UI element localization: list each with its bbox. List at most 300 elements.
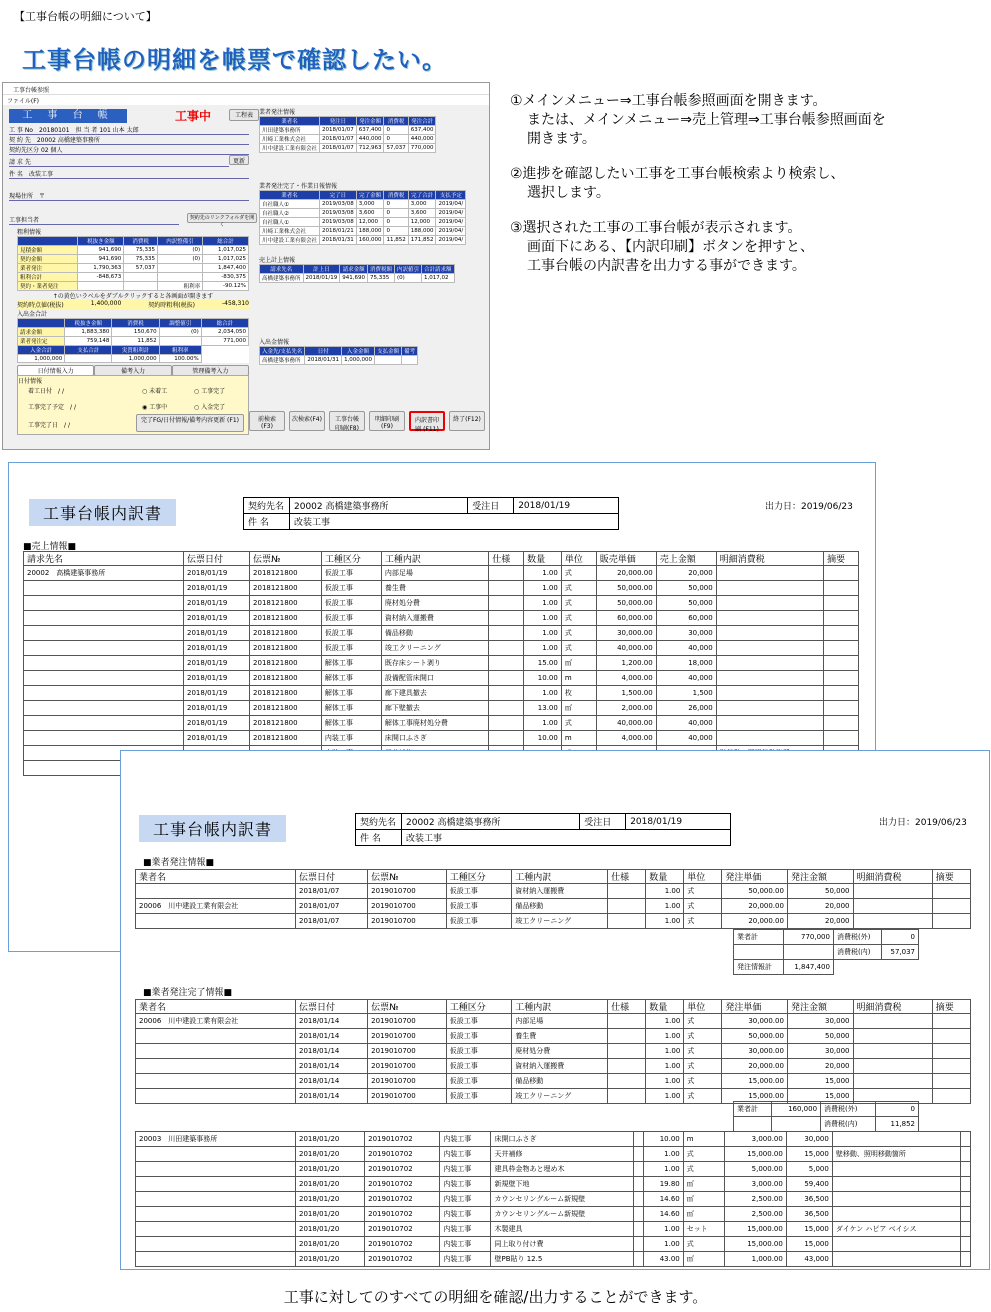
keiyaku-value: 20002 高橋建築事務所 (36, 137, 100, 144)
table-cell: 5,000 (786, 1162, 832, 1177)
arari-note: ↑の黄色いラベルをダブルクリックすると各画面が開きます (52, 293, 214, 300)
doc1-ken: 改装工事 (290, 514, 619, 530)
table-cell (832, 1177, 960, 1192)
table-cell (832, 1207, 960, 1222)
table-cell: 1.00 (644, 1147, 683, 1162)
table-cell (932, 1074, 970, 1089)
update-dates-button[interactable]: 完了FG/日付情報/備考内容更新 (F1) (136, 414, 244, 432)
column-header: 工種内訳 (381, 552, 488, 566)
table-cell: 2,500.00 (724, 1207, 786, 1222)
table-cell: 1,883,380 (65, 328, 112, 337)
table-cell: 1.00 (524, 686, 562, 701)
table-cell: 30,000 (786, 1132, 832, 1147)
function-button[interactable]: 次検索(F4) (289, 411, 325, 431)
date-value-1[interactable]: / / (58, 388, 64, 395)
table-cell: 50,000.00 (596, 581, 656, 596)
table-cell: 仮設工事 (321, 626, 381, 641)
table-cell: 50,000 (656, 596, 716, 611)
table-cell: 40,000 (656, 641, 716, 656)
table-cell (65, 355, 112, 363)
row-label: 見積金額 (18, 246, 78, 255)
table-cell (489, 596, 524, 611)
table-row[interactable] (260, 200, 466, 209)
table-cell: 1.00 (524, 626, 562, 641)
vendor-cell (136, 1207, 296, 1222)
table-cell: 30,000 (787, 1014, 853, 1029)
table-cell (634, 1222, 644, 1237)
ledger-header: 工 事 台 帳 (9, 109, 127, 123)
table-cell: 仮設工事 (446, 1044, 512, 1059)
table-cell (489, 731, 524, 746)
table-cell (824, 641, 859, 656)
column-header: 摘要 (932, 1000, 970, 1014)
table-cell: 0 (384, 218, 408, 227)
table-cell (824, 656, 859, 671)
table-cell: 20,000 (787, 1059, 853, 1074)
column-header: 合計請求額 (422, 265, 455, 274)
table-cell: 712,963 (356, 144, 384, 153)
genba-label: 現場住所 (9, 193, 34, 200)
table-cell: 2018/01/19 (184, 686, 250, 701)
column-header: 工種区分 (446, 1000, 512, 1014)
table-cell: 式 (684, 899, 722, 914)
table-row[interactable] (260, 126, 436, 135)
table-cell: 1,500 (656, 686, 716, 701)
table-cell: 2018/01/20 (296, 1192, 365, 1207)
table-row (136, 1222, 971, 1237)
vendor-cell (24, 626, 184, 641)
table-cell: ㎡ (561, 656, 596, 671)
done-soto-label: 消費税(外) (821, 1102, 876, 1117)
table-cell (716, 641, 823, 656)
table-row[interactable] (260, 274, 455, 283)
table-cell: 枚 (561, 686, 596, 701)
doc2-output-date: 出力日：2019/06/23 (879, 818, 967, 828)
date-label-1: 着工日付 (28, 388, 53, 395)
nyukin-label: 入出金合計 (17, 311, 48, 318)
table-cell: 1,017,02 (422, 274, 455, 283)
table-cell: 20,000 (787, 914, 853, 929)
table-row[interactable] (260, 356, 418, 365)
vendor-cell (136, 1147, 296, 1162)
table-cell: 2019010700 (368, 1059, 447, 1074)
table-cell (932, 1059, 970, 1074)
function-button[interactable]: 明細印刷 (F9) (369, 411, 405, 431)
field-tantosha: 工事担当者 (9, 215, 179, 225)
table-cell: 50,000 (656, 581, 716, 596)
table-cell (853, 1074, 932, 1089)
table-cell: 内部足場 (512, 1014, 608, 1029)
table-cell: 2018/01/14 (296, 1089, 368, 1104)
table-cell: 床開口ふさぎ (381, 731, 488, 746)
no-label: 工 事 No (9, 127, 33, 134)
table-cell: 1,000,000 (18, 355, 65, 363)
table-cell: 1.00 (524, 596, 562, 611)
table-cell: 資材納入運搬費 (512, 1059, 608, 1074)
table-cell: 備品移動 (381, 626, 488, 641)
table-cell: 50,000 (787, 1029, 853, 1044)
column-header: 売上金額 (656, 552, 716, 566)
table-cell (716, 701, 823, 716)
table-cell: 2018/01/19 (184, 641, 250, 656)
table-cell: 0 (384, 126, 408, 135)
vendor-cell (24, 596, 184, 611)
vendor-cell (136, 1192, 296, 1207)
r2-label: 契約時粗利(税抜) (148, 302, 195, 309)
status-label: 工事中 (175, 109, 212, 123)
table-cell: 仮設工事 (321, 596, 381, 611)
table-cell: 建具枠金物あと埋め木 (491, 1162, 634, 1177)
table-cell: 解体工事 (321, 686, 381, 701)
table-cell: 10.00 (524, 671, 562, 686)
date-value-2[interactable]: / / (70, 404, 76, 411)
done-gyosha-value: 160,000 (772, 1102, 821, 1117)
column-header: 数量 (646, 870, 684, 884)
arari-table (17, 236, 249, 291)
table-row (136, 1207, 971, 1222)
table-cell: 川田建築事務所 (260, 126, 320, 135)
table-cell (832, 1237, 960, 1252)
column-header: 完了合計 (408, 191, 436, 200)
column-header: 消費税 (384, 191, 408, 200)
table-cell (716, 581, 823, 596)
table-row (24, 731, 859, 746)
table-cell: 2019/04/ (436, 200, 466, 209)
table-cell (608, 1014, 646, 1029)
table-cell (716, 731, 823, 746)
table-cell: 30,000.00 (722, 1044, 788, 1059)
table-cell: 式 (561, 611, 596, 626)
table-cell: 2,500.00 (724, 1192, 786, 1207)
table-cell: 770,000 (408, 144, 436, 153)
table-row (18, 246, 249, 255)
table-cell: 2018/01/20 (296, 1177, 365, 1192)
vendor-cell (136, 1177, 296, 1192)
table-cell: 2018/01/21 (320, 227, 357, 236)
radio-nyukin[interactable]: ○ 入金完了 (194, 404, 226, 411)
row-label: 請求金額 (18, 328, 65, 337)
table-row (136, 914, 971, 929)
vendor-cell (136, 914, 296, 929)
table-row (18, 282, 249, 291)
table-cell: 941,690 (78, 255, 124, 264)
function-button[interactable]: 終了(F12) (449, 411, 485, 431)
table-cell: 廊下壁撤去 (381, 701, 488, 716)
table-cell: 50,000 (787, 884, 853, 899)
table-cell: 2018/01/14 (296, 1029, 368, 1044)
table-cell: 2018/01/14 (296, 1074, 368, 1089)
table-cell (489, 701, 524, 716)
table-cell: 171,852 (408, 236, 436, 245)
order-uchi-value: 57,037 (881, 945, 918, 960)
table-cell: 440,000 (408, 135, 436, 144)
table-cell: 式 (683, 1147, 724, 1162)
table-cell: 440,000 (356, 135, 384, 144)
table-cell: 2018/01/20 (296, 1132, 365, 1147)
payment-label: 入出金情報 (259, 339, 290, 346)
update-button[interactable]: 更新 (229, 155, 249, 165)
doc1-sales-table (23, 551, 859, 776)
radio-mitchakko[interactable]: ○ 未着工 (142, 388, 168, 395)
table-cell: 2019/04/ (436, 236, 466, 245)
link-folder-button[interactable]: 契約先のリンクフォルダを開く (187, 213, 257, 223)
table-cell: 3,600 (408, 209, 436, 218)
table-cell: 15.00 (524, 656, 562, 671)
function-button[interactable]: 内訳書印刷 (F11) (409, 411, 445, 431)
table-cell: 2018/01/20 (296, 1237, 365, 1252)
column-header: 業者名 (136, 870, 296, 884)
table-row (24, 626, 859, 641)
table-cell: 15,000 (786, 1237, 832, 1252)
table-row (24, 686, 859, 701)
instruction-3-line-1: ③選択された工事の工事台帳が表示されます。 (510, 220, 802, 236)
doc1-header-box (243, 497, 619, 530)
kenmei-label: 件 名 (9, 171, 23, 178)
table-cell: 自社職人① (260, 218, 320, 227)
payment-table (259, 346, 418, 365)
doc1-sales-section: ■売上情報■ (23, 542, 77, 552)
table-cell: 1,200.00 (596, 656, 656, 671)
table-cell: 10.00 (524, 731, 562, 746)
no-value: 20180101 (39, 127, 70, 134)
table-cell (608, 1089, 646, 1104)
column-header: 摘要 (932, 870, 970, 884)
r2-value: -458,310 (222, 300, 249, 307)
radio-kanryo[interactable]: ○ 工事完了 (194, 388, 226, 395)
table-row (136, 899, 971, 914)
table-cell: -848,673 (78, 273, 124, 282)
column-header: 摘要 (824, 552, 859, 566)
table-cell: 3,000 (408, 200, 436, 209)
column-header: 明細消費税 (716, 552, 823, 566)
table-header (260, 347, 418, 356)
table-cell: 式 (561, 566, 596, 581)
table-row[interactable] (260, 209, 466, 218)
table-cell: 2019010700 (368, 1029, 447, 1044)
table-row (136, 1059, 971, 1074)
column-header: 伝票№ (250, 552, 322, 566)
table-row (136, 1044, 971, 1059)
table-cell: 仮設工事 (446, 1074, 512, 1089)
vendor-cell: 20002 高橋建築事務所 (24, 566, 184, 581)
vendor-cell (136, 1029, 296, 1044)
table-cell: 解体工事 (321, 701, 381, 716)
kubun-label: 契約先区分 (9, 147, 40, 154)
doc1-keiyaku-label: 契約先名 (244, 498, 290, 514)
table-cell: 60,000.00 (596, 611, 656, 626)
instruction-1-line-2: または、メインメニュー⇒売上管理⇒工事台帳参照画面を (527, 112, 886, 128)
doc1-keiyaku: 20002 高橋建築事務所 (290, 498, 468, 514)
table-cell: 40,000 (656, 716, 716, 731)
table-cell: 内装工事 (440, 1162, 491, 1177)
table-row (24, 611, 859, 626)
table-cell (716, 716, 823, 731)
column-header: 支払合計 (65, 346, 112, 355)
column-header: 伝票№ (368, 1000, 447, 1014)
table-cell: 自社職人② (260, 209, 320, 218)
table-cell: 式 (561, 626, 596, 641)
table-row[interactable] (260, 144, 436, 153)
tab-kanri[interactable]: 管理備考入力 (172, 365, 249, 376)
vendor-cell (24, 686, 184, 701)
table-cell: 式 (684, 1014, 722, 1029)
table-cell (960, 1162, 970, 1177)
table-cell: 941,690 (340, 274, 368, 283)
table-cell: 14.60 (644, 1207, 683, 1222)
table-cell: 2018/01/20 (296, 1222, 365, 1237)
table-cell: 15,000.00 (722, 1089, 788, 1104)
table-cell: 壁移動、照明移動箇所 (832, 1147, 960, 1162)
column-header: 数量 (646, 1000, 684, 1014)
table-cell (932, 1089, 970, 1104)
date-row-3 (28, 420, 70, 429)
table-cell: 1.00 (644, 1162, 683, 1177)
table-cell: 19.80 (644, 1177, 683, 1192)
table-cell: 解体工事 (321, 716, 381, 731)
table-cell: 2018121800 (250, 686, 322, 701)
table-cell: 26,000 (656, 701, 716, 716)
instruction-1-line-3: 開きます。 (527, 131, 596, 147)
uchiwake-doc-vendor (120, 750, 990, 1270)
table-cell (634, 1177, 644, 1192)
table-cell: 2018/01/07 (296, 899, 368, 914)
table-row (18, 355, 249, 363)
function-button[interactable]: 工事台帳 印刷(F8) (329, 411, 365, 431)
instruction-2-line-2: 選択します。 (527, 185, 610, 201)
table-cell: 内装工事 (321, 731, 381, 746)
table-cell: 2018/01/14 (296, 1044, 368, 1059)
table-cell: 2018/01/19 (184, 626, 250, 641)
table-cell: 2018/01/20 (296, 1207, 365, 1222)
table-cell (489, 611, 524, 626)
table-row (24, 716, 859, 731)
table-header (24, 552, 859, 566)
table-cell (634, 1132, 644, 1147)
vendor-cell (136, 1222, 296, 1237)
table-cell: 内装工事 (440, 1207, 491, 1222)
menu-file[interactable]: ファイル(F) (3, 95, 489, 105)
tab-dates[interactable]: 日付情報入力 (17, 365, 94, 376)
table-cell: m (683, 1132, 724, 1147)
table-cell: 0 (384, 135, 408, 144)
nyukin-panel (17, 309, 249, 363)
column-header: 発注単価 (722, 1000, 788, 1014)
tanto-label: 担 当 者 (75, 127, 98, 134)
table-cell (402, 356, 418, 365)
table-cell: 仮設工事 (446, 899, 512, 914)
table-cell: 60,000 (656, 611, 716, 626)
table-cell: 2019010700 (368, 884, 447, 899)
table-cell (932, 1029, 970, 1044)
row-label: 業者発注定 (18, 337, 65, 346)
table-cell: 仮設工事 (321, 641, 381, 656)
doc1-title: 工事台帳内訳書 (29, 499, 176, 526)
table-cell: 竣工クリーニング (512, 1089, 608, 1104)
vendor-cell (24, 656, 184, 671)
table-cell (824, 686, 859, 701)
table-cell: 1.00 (524, 641, 562, 656)
table-cell: 2018121800 (250, 731, 322, 746)
table-cell: 廊下建具撤去 (381, 686, 488, 701)
table-row (24, 581, 859, 596)
table-cell: 仮設工事 (446, 1029, 512, 1044)
table-cell: 1.00 (646, 1029, 684, 1044)
vendor-order-panel (259, 107, 487, 153)
table-cell (832, 1252, 960, 1267)
kouteihyo-button[interactable]: 工程表 (229, 109, 259, 121)
column-header: 日付 (305, 347, 342, 356)
table-cell: 4,000.00 (596, 731, 656, 746)
radio-kojichu[interactable]: ◉ 工事中 (142, 404, 168, 411)
table-cell: ㎡ (683, 1192, 724, 1207)
table-cell: 18,000 (656, 656, 716, 671)
breadcrumb: 【工事台帳の明細について】 (14, 10, 157, 23)
table-cell (853, 1014, 932, 1029)
table-cell: 式 (683, 1162, 724, 1177)
table-row[interactable] (260, 218, 466, 227)
table-cell: 1.00 (524, 581, 562, 596)
function-button[interactable]: 前検索 (F3) (249, 411, 285, 431)
column-header: 請求先名 (260, 265, 304, 274)
table-header (260, 117, 436, 126)
dates-label: 日付情報 (18, 378, 43, 385)
doc2-juchu-label: 受注日 (580, 814, 626, 830)
sales-label: 売上計上情報 (259, 257, 296, 264)
arari-label: 粗利情報 (17, 229, 42, 236)
genba-value: 〒 (39, 193, 46, 200)
table-cell: 20,000.00 (722, 1059, 788, 1074)
table-cell (124, 282, 158, 291)
table-cell (375, 356, 402, 365)
tab-biko[interactable]: 備考入力 (94, 365, 171, 376)
table-cell: 式 (561, 716, 596, 731)
table-cell (960, 1147, 970, 1162)
table-cell: 57,037 (384, 144, 408, 153)
table-cell (824, 671, 859, 686)
vendor-cell (136, 884, 296, 899)
table-cell: 20,000 (787, 899, 853, 914)
table-row[interactable] (260, 236, 466, 245)
table-cell (608, 1059, 646, 1074)
order-soto-value: 0 (881, 930, 918, 945)
instruction-1 (510, 92, 980, 149)
table-cell (634, 1207, 644, 1222)
table-cell: 1,000.00 (724, 1252, 786, 1267)
table-row (24, 641, 859, 656)
done-gyosha-label: 業者計 (734, 1102, 772, 1117)
table-cell: 20,000.00 (722, 899, 788, 914)
table-cell (489, 566, 524, 581)
table-cell: 養生費 (512, 1029, 608, 1044)
table-row[interactable] (260, 135, 436, 144)
table-cell: 2019010702 (365, 1132, 440, 1147)
table-cell: 3,000.00 (724, 1177, 786, 1192)
doc2-juchu: 2018/01/19 (626, 814, 731, 830)
table-row[interactable] (260, 227, 466, 236)
doc1-output-date: 出力日：2019/06/23 (765, 502, 853, 512)
table-cell: 2018/01/19 (184, 566, 250, 581)
date-value-3[interactable]: / / (64, 422, 70, 429)
order-gyosha-label: 業者計 (734, 930, 784, 945)
table-row (24, 701, 859, 716)
table-cell: 2018/01/19 (303, 274, 340, 283)
table-cell (824, 596, 859, 611)
field-no (9, 125, 249, 135)
vendor-cell (136, 1237, 296, 1252)
table-cell (853, 1029, 932, 1044)
table-row (24, 656, 859, 671)
table-cell: 1.00 (646, 884, 684, 899)
